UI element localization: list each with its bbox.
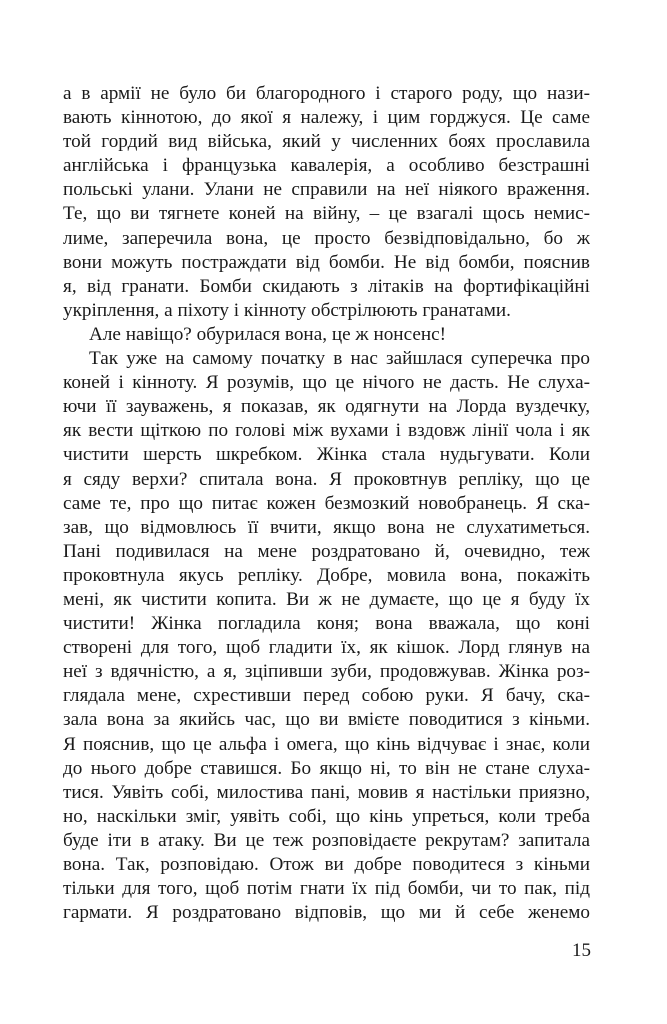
text-line: Але навіщо? обурилася вона, це ж нонсенс! [89,323,447,345]
text-line: саме те, про що питає кожен безмозкий новобранець. Я ска- [63,492,590,514]
text-line: я сяду верхи? спитала вона. Я проковтнув репліку, що це [63,468,590,490]
text-line: я, від гранати. Бомби скидають з літаків на фортифікаційні [63,275,590,297]
text-line: ючи її зауважень, я показав, як одягнути на Лорда вуздечку, [63,396,590,418]
text-line: той гордий вид війська, який у численних боях прославила [63,131,590,153]
text-line: коней і кінноту. Я розумів, що це нічого не дасть. Не слуха- [63,372,590,394]
text-line: створені для того, щоб гладити їх, як кішок. Лорд глянув на [63,637,590,659]
text-line: чистити шерсть шкребком. Жінка стала нудьгувати. Коли [63,444,590,466]
text-line: Так уже на самому початку в нас зайшлася суперечка про [89,348,590,370]
text-line: буде іти в атаку. Ви це теж розповідаєте рекрутам? запитала [63,829,590,851]
text-line: а в армії не було би благородного і старого роду, що нази- [63,83,590,104]
text-line: Те, що ви тягнете коней на війну, – це взагалі щось немис- [63,203,590,225]
text-line: як вести щіткою по голові між вухами і вздовж лінії чола і як [63,420,590,442]
text-line: Я пояснив, що це альфа і омега, що кінь відчуває і знає, коли [63,733,590,755]
page-number: 15 [572,940,591,961]
text-line: вона. Так, розповідаю. Отож ви добре поводитеся з кіньми [63,854,590,875]
text-line: англійська і французька кавалерія, а особливо безстрашні [63,155,590,177]
text-line: но, наскільки зміг, уявіть собі, що кінь упреться, коли треба [63,805,590,827]
text-line: проковтнула якусь репліку. Добре, мовила вона, покажіть [63,564,590,586]
text-line: вають кіннотою, до якої я належу, і цим горджуся. Це саме [63,107,590,129]
text-line: вони можуть постраждати від бомби. Не від бомби, пояснив [63,251,590,273]
text-line: зав, що відмовлюсь її вчити, якщо вона не слухатиметься. [63,516,590,538]
text-line: Пані подивилася на мене роздратовано й, очевидно, теж [63,540,590,562]
text-line: тися. Уявіть собі, милостива пані, мовив я настільки приязно, [63,781,590,803]
text-line: польські улани. Улани не справили на неї ніякого враження. [63,179,590,201]
text-line: неї з вдячністю, а я, зціпивши зуби, продовжував. Жінка роз- [63,661,590,683]
text-line: чистити! Жінка погладила коня; вона вважала, що коні [63,613,590,635]
text-line: мені, як чистити копита. Ви ж не думаєте, що це я буду їх [63,588,590,610]
text-line: до нього добре ставишся. Бо якщо ні, то він не стане слуха- [63,757,590,779]
text-line: глядала мене, схрестивши перед собою руки. Я бачу, ска- [63,685,590,707]
text-line: гармати. Я роздратовано відповів, що ми й себе женемо [63,902,590,924]
book-page-text [63,82,590,925]
text-line: тільки для того, щоб потім гнати їх під бомби, чи то пак, під [63,878,590,900]
text-line: укріплення, а піхоту і кінноту обстрілюють гранатами. [63,299,511,321]
text-line: лиме, заперечила вона, це просто безвідповідально, бо ж [63,227,590,249]
text-line: зала вона за якийсь час, що ви вмієте поводитися з кіньми. [63,709,590,731]
